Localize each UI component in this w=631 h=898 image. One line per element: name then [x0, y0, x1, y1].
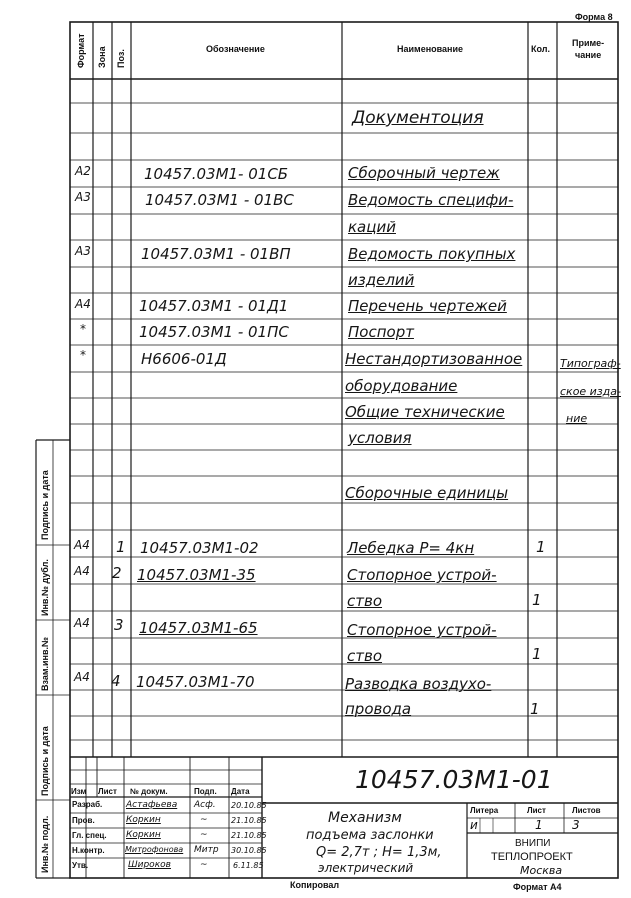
section-title-docs: Документоция: [352, 108, 484, 128]
tb-signature: ~: [200, 815, 208, 825]
row-qty: 1: [536, 538, 546, 556]
header-primechanie-2: чание: [575, 50, 602, 60]
product-name-line1: Механизм: [328, 810, 402, 826]
tb-role: Н.контр.: [72, 846, 105, 855]
header-kol: Кол.: [531, 44, 550, 54]
row-name: Общие технические: [345, 403, 505, 421]
header-naimenovanie: Наименование: [397, 44, 464, 54]
row-poz: 1: [116, 538, 126, 556]
row-qty: 1: [532, 591, 542, 609]
tb-signature: Асф.: [194, 800, 216, 810]
row-name-cont: провода: [345, 700, 412, 718]
row-name-cont: изделий: [348, 271, 415, 289]
strip-vzam-inv: Взам.инв.№: [40, 636, 50, 691]
org-line2: ТЕПЛОПРОЕКТ: [491, 851, 573, 863]
row-format: *: [80, 322, 86, 336]
row-poz: 3: [114, 616, 124, 634]
header-format: Формат: [76, 33, 86, 68]
section-title-units: Сборочные единицы: [345, 484, 509, 502]
row-qty: 1: [530, 700, 540, 718]
tb-role: Разраб.: [72, 800, 103, 809]
tb-date: 21.10.85: [231, 831, 267, 840]
tb-col-data: Дата: [231, 787, 250, 796]
org-line1: ВНИПИ: [515, 838, 551, 849]
row-code: 10457.03М1-70: [136, 673, 255, 691]
product-name-line4: электрический: [318, 861, 414, 875]
row-code: 10457.03М1 - 01ВС: [145, 191, 294, 209]
document-designation: 10457.03М1-01: [355, 765, 553, 794]
header-poz: Поз.: [116, 49, 126, 68]
tb-person-name: Коркин: [126, 830, 161, 840]
row-code: 10457.03М1 - 01Д1: [139, 297, 289, 315]
row-format: А3: [75, 244, 91, 258]
product-name-line3: Q= 2,7т ; Н= 1,3м,: [316, 845, 442, 860]
row-format: А4: [74, 670, 90, 684]
tb-signature: Митр: [194, 845, 219, 855]
row-name: Сборочный чертеж: [348, 164, 500, 182]
row-code: 10457.03М1-35: [137, 566, 256, 584]
row-format: А4: [74, 538, 90, 552]
tb-person-name: Коркин: [126, 815, 161, 825]
row-name: Ведомость специфи-: [348, 191, 514, 209]
strip-inv-dubl: Инв.№ дубл.: [40, 559, 50, 616]
tb-person-name: Широков: [128, 860, 171, 870]
row-format: А2: [75, 164, 91, 178]
tb-col-docum: № докум.: [130, 787, 168, 796]
tb-signature: ~: [200, 860, 208, 870]
row-code: 10457.03М1-65: [139, 619, 258, 637]
row-note: ское изда-: [560, 385, 621, 398]
row-name-cont: оборудование: [345, 377, 458, 395]
header-zona: Зона: [97, 46, 107, 68]
row-name: Ведомость покупных: [348, 245, 516, 263]
row-name-cont: ство: [347, 592, 383, 610]
list-value: 1: [535, 818, 543, 832]
row-name: Нестандортизованное: [345, 350, 523, 368]
row-name: Стопорное устрой-: [347, 621, 497, 639]
row-code: 10457.03М1 - 01ПС: [139, 323, 289, 341]
product-name-line2: подъема заслонки: [306, 828, 434, 843]
row-name-cont: условия: [348, 429, 412, 447]
header-primechanie-1: Приме-: [572, 38, 605, 48]
tb-date: 30.10.85: [231, 846, 267, 855]
row-name: Лебедка Р= 4кн: [347, 539, 475, 557]
listov-value: 3: [572, 818, 580, 832]
row-format: А3: [75, 190, 91, 204]
tb-person-name: Астафьева: [126, 800, 178, 810]
row-format: А4: [74, 616, 90, 630]
strip-podpis-data-top: Подпись и дата: [40, 470, 50, 540]
list-label: Лист: [527, 806, 546, 815]
strip-inv-podl: Инв.№ подл.: [40, 815, 50, 873]
row-name-cont: каций: [348, 218, 396, 236]
row-name-cont: ство: [347, 647, 383, 665]
row-code: Н6606-01Д: [141, 350, 227, 368]
tb-date: 21.10.85: [231, 816, 267, 825]
row-note: ние: [566, 412, 588, 425]
row-qty: 1: [532, 645, 542, 663]
tb-signature: ~: [200, 830, 208, 840]
tb-person-name: Митрофонова: [125, 845, 184, 854]
footer-kopiroval: Копировал: [290, 880, 340, 890]
row-name: Перечень чертежей: [348, 297, 507, 315]
row-name: Разводка воздухо-: [345, 675, 492, 693]
row-format: А4: [75, 297, 91, 311]
org-line3: Москва: [520, 864, 563, 877]
footer-format: Формат А4: [513, 882, 562, 892]
tb-col-list: Лист: [98, 787, 117, 796]
row-poz: 4: [111, 672, 121, 690]
strip-podpis-data-bottom: Подпись и дата: [40, 726, 50, 796]
litera-value: и: [470, 818, 478, 832]
tb-role: Гл. спец.: [72, 831, 107, 840]
row-poz: 2: [112, 564, 122, 582]
row-name: Поспорт: [348, 323, 414, 341]
row-name: Стопорное устрой-: [347, 566, 497, 584]
tb-col-izm: Изм: [71, 787, 87, 796]
tb-col-podp: Подп.: [194, 787, 217, 796]
litera-label: Литера: [470, 806, 499, 815]
form-number-label: Форма 8: [575, 12, 613, 22]
row-note: Типограф-: [560, 357, 621, 370]
row-format: А4: [74, 564, 90, 578]
tb-date: 20.10.85: [231, 801, 267, 810]
header-oboznachenie: Обозначение: [206, 44, 265, 54]
row-code: 10457.03М1 - 01ВП: [141, 245, 291, 263]
row-code: 10457.03М1- 01СБ: [144, 165, 289, 183]
tb-role: Утв.: [72, 861, 89, 870]
row-format: *: [80, 348, 86, 362]
listov-label: Листов: [572, 806, 601, 815]
row-code: 10457.03М1-02: [140, 539, 259, 557]
tb-role: Пров.: [72, 816, 95, 825]
tb-date: 6.11.85: [233, 861, 264, 870]
